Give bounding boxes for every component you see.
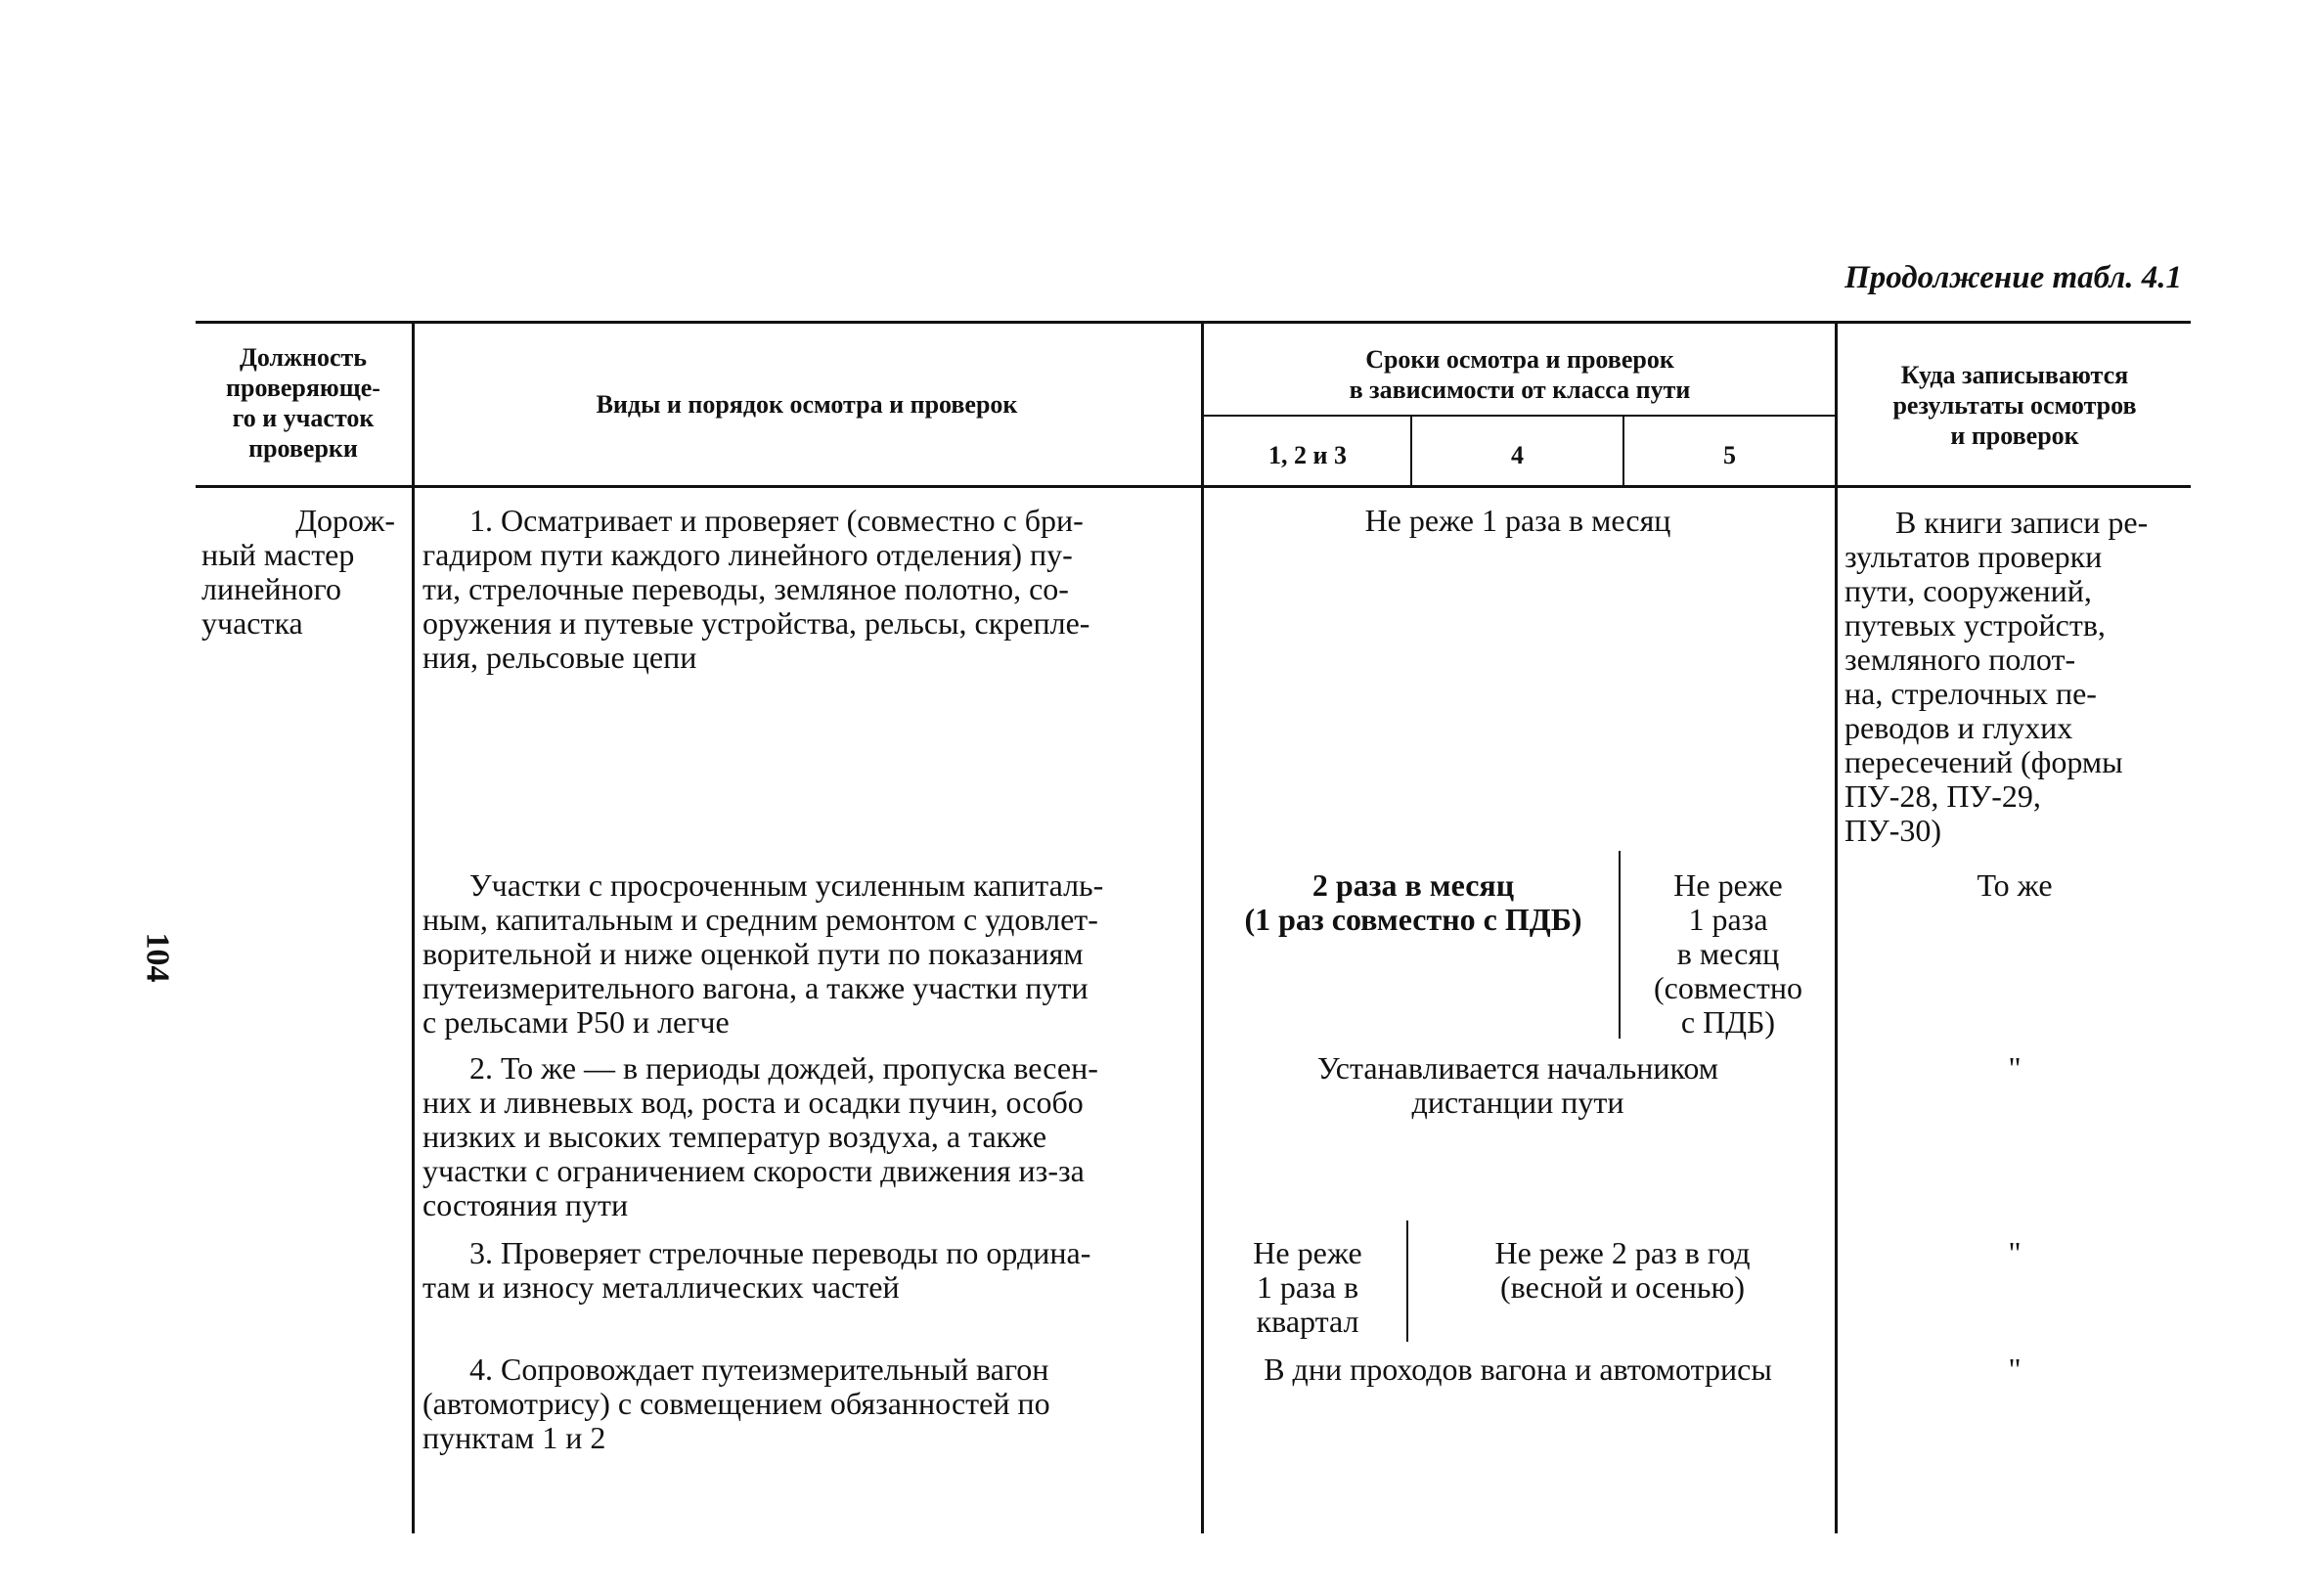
period-line: Не реже	[1673, 867, 1783, 903]
row3-period-classes-1-3	[1205, 1236, 1410, 1339]
period-line: (весной и осенью)	[1499, 1269, 1746, 1305]
row1b-period-divider	[1619, 851, 1621, 1039]
period-line: Устанавливается начальником	[1316, 1050, 1719, 1086]
header-position	[196, 342, 411, 464]
desc-line: 1. Осматривает и проверяет (совместно с бри-	[469, 503, 1084, 538]
period-line: в месяц	[1676, 936, 1780, 971]
position-line: Дорож-	[295, 503, 395, 538]
period-line: (совместно	[1654, 970, 1802, 1005]
desc-line: пунктам 1 и 2	[422, 1420, 606, 1455]
period-line: 2 раза в месяц	[1311, 867, 1515, 903]
row1b-description	[422, 868, 1195, 1040]
header-records-line: результаты осмотров	[1892, 391, 2137, 420]
desc-line: ния, рельсовые цепи	[422, 640, 697, 675]
desc-line: там и износу металлических частей	[422, 1269, 900, 1305]
header-position-line: проверяюще-	[226, 374, 380, 402]
header-inspection-types: Виды и порядок осмотра и проверок	[596, 390, 1018, 419]
record-line: на, стрелочных пе-	[1844, 676, 2097, 711]
record-line: зультатов проверки	[1844, 539, 2103, 574]
row1b-period-class-5	[1623, 868, 1833, 1040]
position-line: ный мастер	[201, 537, 355, 572]
period-line: 1 раза	[1688, 902, 1768, 937]
record-line: ПУ-28, ПУ-29,	[1844, 778, 2041, 814]
header-periods-line: Сроки осмотра и проверок	[1365, 345, 1674, 374]
row4-description	[422, 1352, 1195, 1455]
header-position-line: проверки	[248, 434, 358, 463]
row2-period	[1205, 1051, 1831, 1120]
page-number: 104	[139, 932, 176, 983]
period-line: 1 раза в	[1256, 1269, 1359, 1305]
header-bottom-border	[196, 485, 2191, 488]
header-class-4: 4	[1511, 441, 1524, 469]
desc-line: участки с ограничением скорости движения из-за	[422, 1153, 1085, 1188]
header-class-5: 5	[1723, 441, 1736, 469]
header-records-line: Куда записываются	[1900, 361, 2129, 389]
row4-records: "	[2008, 1352, 2022, 1387]
desc-line: гадиром пути каждого линейного отделения) пу-	[422, 537, 1073, 572]
period-line: Не реже	[1253, 1235, 1362, 1270]
record-line: ПУ-30)	[1844, 813, 1942, 848]
row3-period-classes-4-5	[1412, 1236, 1833, 1305]
desc-line: 3. Проверяет стрелочные переводы по ордина-	[469, 1235, 1091, 1270]
row1b-records: То же	[1977, 867, 2053, 903]
period-line: квартал	[1256, 1304, 1359, 1339]
position-line: линейного	[201, 571, 341, 606]
col-divider-3	[1835, 321, 1838, 1533]
row2-records: "	[2008, 1050, 2022, 1086]
position-line: участка	[201, 605, 303, 641]
table-top-border	[196, 321, 2191, 324]
desc-line: них и ливневых вод, роста и осадки пучин, особо	[422, 1085, 1084, 1120]
desc-line: ным, капитальным и средним ремонтом с удовлет-	[422, 902, 1098, 937]
row1-records	[1844, 506, 2187, 848]
desc-line: состояния пути	[422, 1187, 629, 1222]
record-line: пересечений (формы	[1844, 744, 2123, 779]
row1-description	[422, 504, 1195, 675]
desc-line: с рельсами Р50 и легче	[422, 1004, 730, 1040]
desc-line: путеизмерительного вагона, а также участки пути	[422, 970, 1089, 1005]
header-position-line: го и участок	[232, 404, 375, 432]
row1b-period-classes-1-4	[1213, 868, 1614, 937]
desc-line: Участки с просроченным усиленным капиталь-	[469, 867, 1104, 903]
period-line: с ПДБ)	[1680, 1004, 1776, 1040]
desc-line: 2. То же — в периоды дождей, пропуска весен-	[469, 1050, 1098, 1086]
desc-line: оружения и путевые устройства, рельсы, скрепле-	[422, 605, 1090, 641]
header-records	[1839, 360, 2191, 451]
table-caption: Продолжение табл. 4.1	[1844, 260, 2182, 295]
record-line: В книги записи ре-	[1895, 505, 2149, 540]
record-line: путевых устройств,	[1844, 607, 2106, 643]
desc-line: низких и высоких температур воздуха, а также	[422, 1119, 1047, 1154]
header-position-line: Должность	[239, 343, 368, 372]
period-line: дистанции пути	[1411, 1085, 1624, 1120]
col-divider-1	[412, 321, 415, 1533]
col-divider-2	[1201, 321, 1204, 1533]
desc-line: (автомотрису) с совмещением обязанностей по	[422, 1386, 1050, 1421]
desc-line: 4. Сопровождает путеизмерительный вагон	[469, 1352, 1049, 1387]
period-line: Не реже 2 раз в год	[1494, 1235, 1751, 1270]
desc-line: ти, стрелочные переводы, земляное полотно, со-	[422, 571, 1069, 606]
row3-records: "	[2008, 1235, 2022, 1270]
row2-description	[422, 1051, 1195, 1222]
desc-line: ворительной и ниже оценкой пути по показаниям	[422, 936, 1084, 971]
position-cell	[201, 504, 409, 641]
row4-period: В дни проходов вагона и автомотрисы	[1264, 1352, 1772, 1387]
header-class-1-2-3: 1, 2 и 3	[1268, 441, 1347, 469]
header-periods-line: в зависимости от класса пути	[1349, 376, 1691, 404]
record-line: реводов и глухих	[1844, 710, 2073, 745]
record-line: земляного полот-	[1844, 642, 2076, 677]
row1-period: Не реже 1 раза в месяц	[1364, 503, 1671, 538]
header-records-line: и проверок	[1950, 421, 2079, 450]
period-line: (1 раз совместно с ПДБ)	[1244, 902, 1582, 937]
row3-description	[422, 1236, 1195, 1305]
subheader-divider	[1203, 415, 1835, 417]
record-line: пути, сооружений,	[1844, 573, 2092, 608]
row3-period-divider	[1406, 1220, 1408, 1342]
header-periods	[1205, 344, 1835, 405]
